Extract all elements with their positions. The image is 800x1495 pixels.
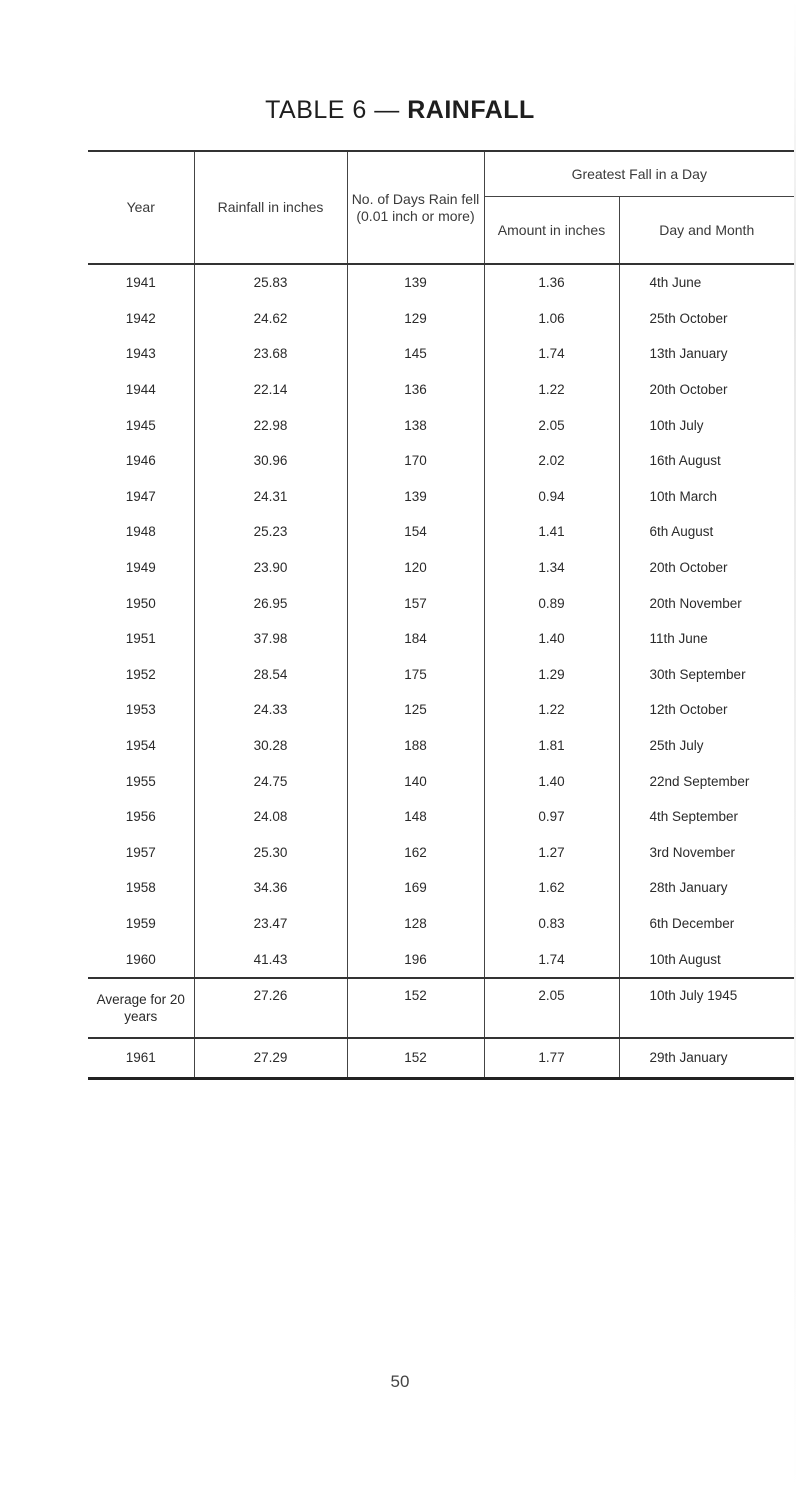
cell-amount: 1.27 — [484, 835, 619, 871]
average-date: 10th July 1945 — [619, 978, 794, 1038]
cell-days: 128 — [347, 906, 484, 942]
cell-date: 22nd September — [649, 773, 750, 789]
cell-amount: 1.22 — [484, 372, 619, 408]
cell-year: 1955 — [88, 763, 194, 799]
table-row — [88, 799, 794, 835]
cell-date: 20th November — [649, 595, 742, 611]
table-row — [88, 585, 794, 621]
cell-date: 6th December — [649, 915, 735, 931]
cell-amount: 1.29 — [484, 657, 619, 693]
cell-amount: 1.22 — [484, 692, 619, 728]
table-row — [88, 550, 794, 586]
cell-rainfall: 24.31 — [194, 479, 347, 515]
cell-date: 30th September — [649, 666, 746, 682]
cell-date: 28th January — [649, 880, 728, 896]
average-label: Average for 20 years — [88, 978, 194, 1038]
cell-rainfall: 22.14 — [194, 372, 347, 408]
cell-days: 120 — [347, 550, 484, 586]
cell-rainfall: 23.47 — [194, 906, 347, 942]
cell-date: 20th October — [649, 560, 728, 576]
cell-year: 1952 — [88, 657, 194, 693]
cell-year: 1942 — [88, 301, 194, 337]
header-amount: Amount in inches — [484, 197, 619, 265]
average-amount: 2.05 — [484, 978, 619, 1038]
table-row — [88, 906, 794, 942]
cell-days: 157 — [347, 585, 484, 621]
cell-rainfall: 24.33 — [194, 692, 347, 728]
average-days: 152 — [347, 978, 484, 1038]
cell-date: 3rd November — [649, 844, 736, 860]
cell-date: 10th July — [649, 417, 704, 433]
cell-days: 140 — [347, 763, 484, 799]
cell-rainfall: 22.98 — [194, 407, 347, 443]
latest-date: 29th January — [619, 1038, 794, 1079]
cell-days: 136 — [347, 372, 484, 408]
table-row — [88, 941, 794, 978]
latest-days: 152 — [347, 1038, 484, 1079]
cell-amount: 1.41 — [484, 514, 619, 550]
cell-year: 1946 — [88, 443, 194, 479]
table-row — [88, 835, 794, 871]
cell-days: 169 — [347, 870, 484, 906]
cell-date: 10th August — [649, 951, 721, 967]
cell-rainfall: 30.96 — [194, 443, 347, 479]
cell-amount: 1.40 — [484, 763, 619, 799]
cell-days: 125 — [347, 692, 484, 728]
cell-date: 11th June — [649, 631, 708, 647]
latest-rainfall: 27.29 — [194, 1038, 347, 1079]
cell-days: 139 — [347, 479, 484, 515]
table-row — [88, 692, 794, 728]
cell-year: 1948 — [88, 514, 194, 550]
table-row — [88, 514, 794, 550]
title-prefix: TABLE 6 — — [265, 96, 408, 124]
table-row — [88, 372, 794, 408]
cell-rainfall: 24.75 — [194, 763, 347, 799]
cell-amount: 2.02 — [484, 443, 619, 479]
latest-amount: 1.77 — [484, 1038, 619, 1079]
table-row — [88, 264, 794, 301]
cell-rainfall: 41.43 — [194, 941, 347, 978]
cell-days: 196 — [347, 941, 484, 978]
cell-amount: 1.81 — [484, 728, 619, 764]
cell-year: 1944 — [88, 372, 194, 408]
cell-date: 16th August — [649, 453, 721, 469]
cell-year: 1960 — [88, 941, 194, 978]
average-rainfall: 27.26 — [194, 978, 347, 1038]
cell-year: 1945 — [88, 407, 194, 443]
table-row — [88, 407, 794, 443]
table-row — [88, 870, 794, 906]
cell-rainfall: 28.54 — [194, 657, 347, 693]
scan-edge-mark — [794, 0, 796, 1495]
table-row — [88, 301, 794, 337]
cell-days: 145 — [347, 336, 484, 372]
cell-date: 25th July — [649, 738, 704, 754]
average-row — [88, 978, 794, 1038]
cell-year: 1958 — [88, 870, 194, 906]
table-row — [88, 657, 794, 693]
cell-date: 20th October — [649, 382, 728, 398]
rainfall-table — [88, 150, 794, 1080]
cell-year: 1947 — [88, 479, 194, 515]
cell-rainfall: 34.36 — [194, 870, 347, 906]
cell-rainfall: 24.62 — [194, 301, 347, 337]
table-row — [88, 763, 794, 799]
latest-year-row — [88, 1038, 794, 1079]
cell-rainfall: 24.08 — [194, 799, 347, 835]
page-title — [0, 96, 800, 125]
cell-rainfall: 23.90 — [194, 550, 347, 586]
page-number: 50 — [390, 1372, 410, 1391]
header-day-month: Day and Month — [659, 221, 755, 238]
cell-amount: 1.34 — [484, 550, 619, 586]
cell-days: 148 — [347, 799, 484, 835]
cell-amount: 0.83 — [484, 906, 619, 942]
cell-rainfall: 37.98 — [194, 621, 347, 657]
table-body — [88, 264, 794, 1078]
cell-year: 1951 — [88, 621, 194, 657]
cell-amount: 1.62 — [484, 870, 619, 906]
cell-amount: 2.05 — [484, 407, 619, 443]
cell-amount: 1.06 — [484, 301, 619, 337]
cell-amount: 1.74 — [484, 941, 619, 978]
table-row — [88, 479, 794, 515]
cell-rainfall: 25.23 — [194, 514, 347, 550]
header-days: No. of Days Rain fell (0.01 inch or more) — [347, 151, 484, 264]
cell-days: 175 — [347, 657, 484, 693]
cell-year: 1950 — [88, 585, 194, 621]
cell-days: 184 — [347, 621, 484, 657]
cell-date: 10th March — [649, 488, 718, 504]
header-year: Year — [88, 151, 194, 264]
cell-days: 162 — [347, 835, 484, 871]
cell-amount: 1.40 — [484, 621, 619, 657]
cell-rainfall: 25.30 — [194, 835, 347, 871]
header-rainfall: Rainfall in inches — [194, 151, 347, 264]
cell-amount: 1.74 — [484, 336, 619, 372]
table-row — [88, 728, 794, 764]
cell-amount: 0.97 — [484, 799, 619, 835]
cell-year: 1959 — [88, 906, 194, 942]
cell-amount: 1.36 — [484, 264, 619, 301]
cell-days: 154 — [347, 514, 484, 550]
cell-days: 170 — [347, 443, 484, 479]
title-main: RAINFALL — [407, 96, 535, 124]
cell-date: 25th October — [649, 310, 728, 326]
cell-date: 12th October — [649, 702, 728, 718]
cell-year: 1943 — [88, 336, 194, 372]
cell-date: 4th September — [649, 809, 739, 825]
cell-days: 188 — [347, 728, 484, 764]
cell-amount: 0.89 — [484, 585, 619, 621]
table-row — [88, 336, 794, 372]
cell-year: 1954 — [88, 728, 194, 764]
cell-days: 139 — [347, 264, 484, 301]
cell-year: 1949 — [88, 550, 194, 586]
cell-year: 1957 — [88, 835, 194, 871]
cell-amount: 0.94 — [484, 479, 619, 515]
cell-date: 4th June — [619, 264, 794, 301]
table-row — [88, 443, 794, 479]
cell-date: 13th January — [649, 346, 728, 362]
cell-rainfall: 23.68 — [194, 336, 347, 372]
cell-year: 1956 — [88, 799, 194, 835]
cell-date: 6th August — [649, 524, 714, 540]
cell-rainfall: 26.95 — [194, 585, 347, 621]
header-greatest-fall: Greatest Fall in a Day — [484, 151, 794, 197]
cell-days: 138 — [347, 407, 484, 443]
cell-year: 1953 — [88, 692, 194, 728]
cell-year: 1941 — [88, 264, 194, 301]
latest-year: 1961 — [88, 1038, 194, 1079]
cell-rainfall: 25.83 — [194, 264, 347, 301]
cell-rainfall: 30.28 — [194, 728, 347, 764]
cell-days: 129 — [347, 301, 484, 337]
table-row — [88, 621, 794, 657]
